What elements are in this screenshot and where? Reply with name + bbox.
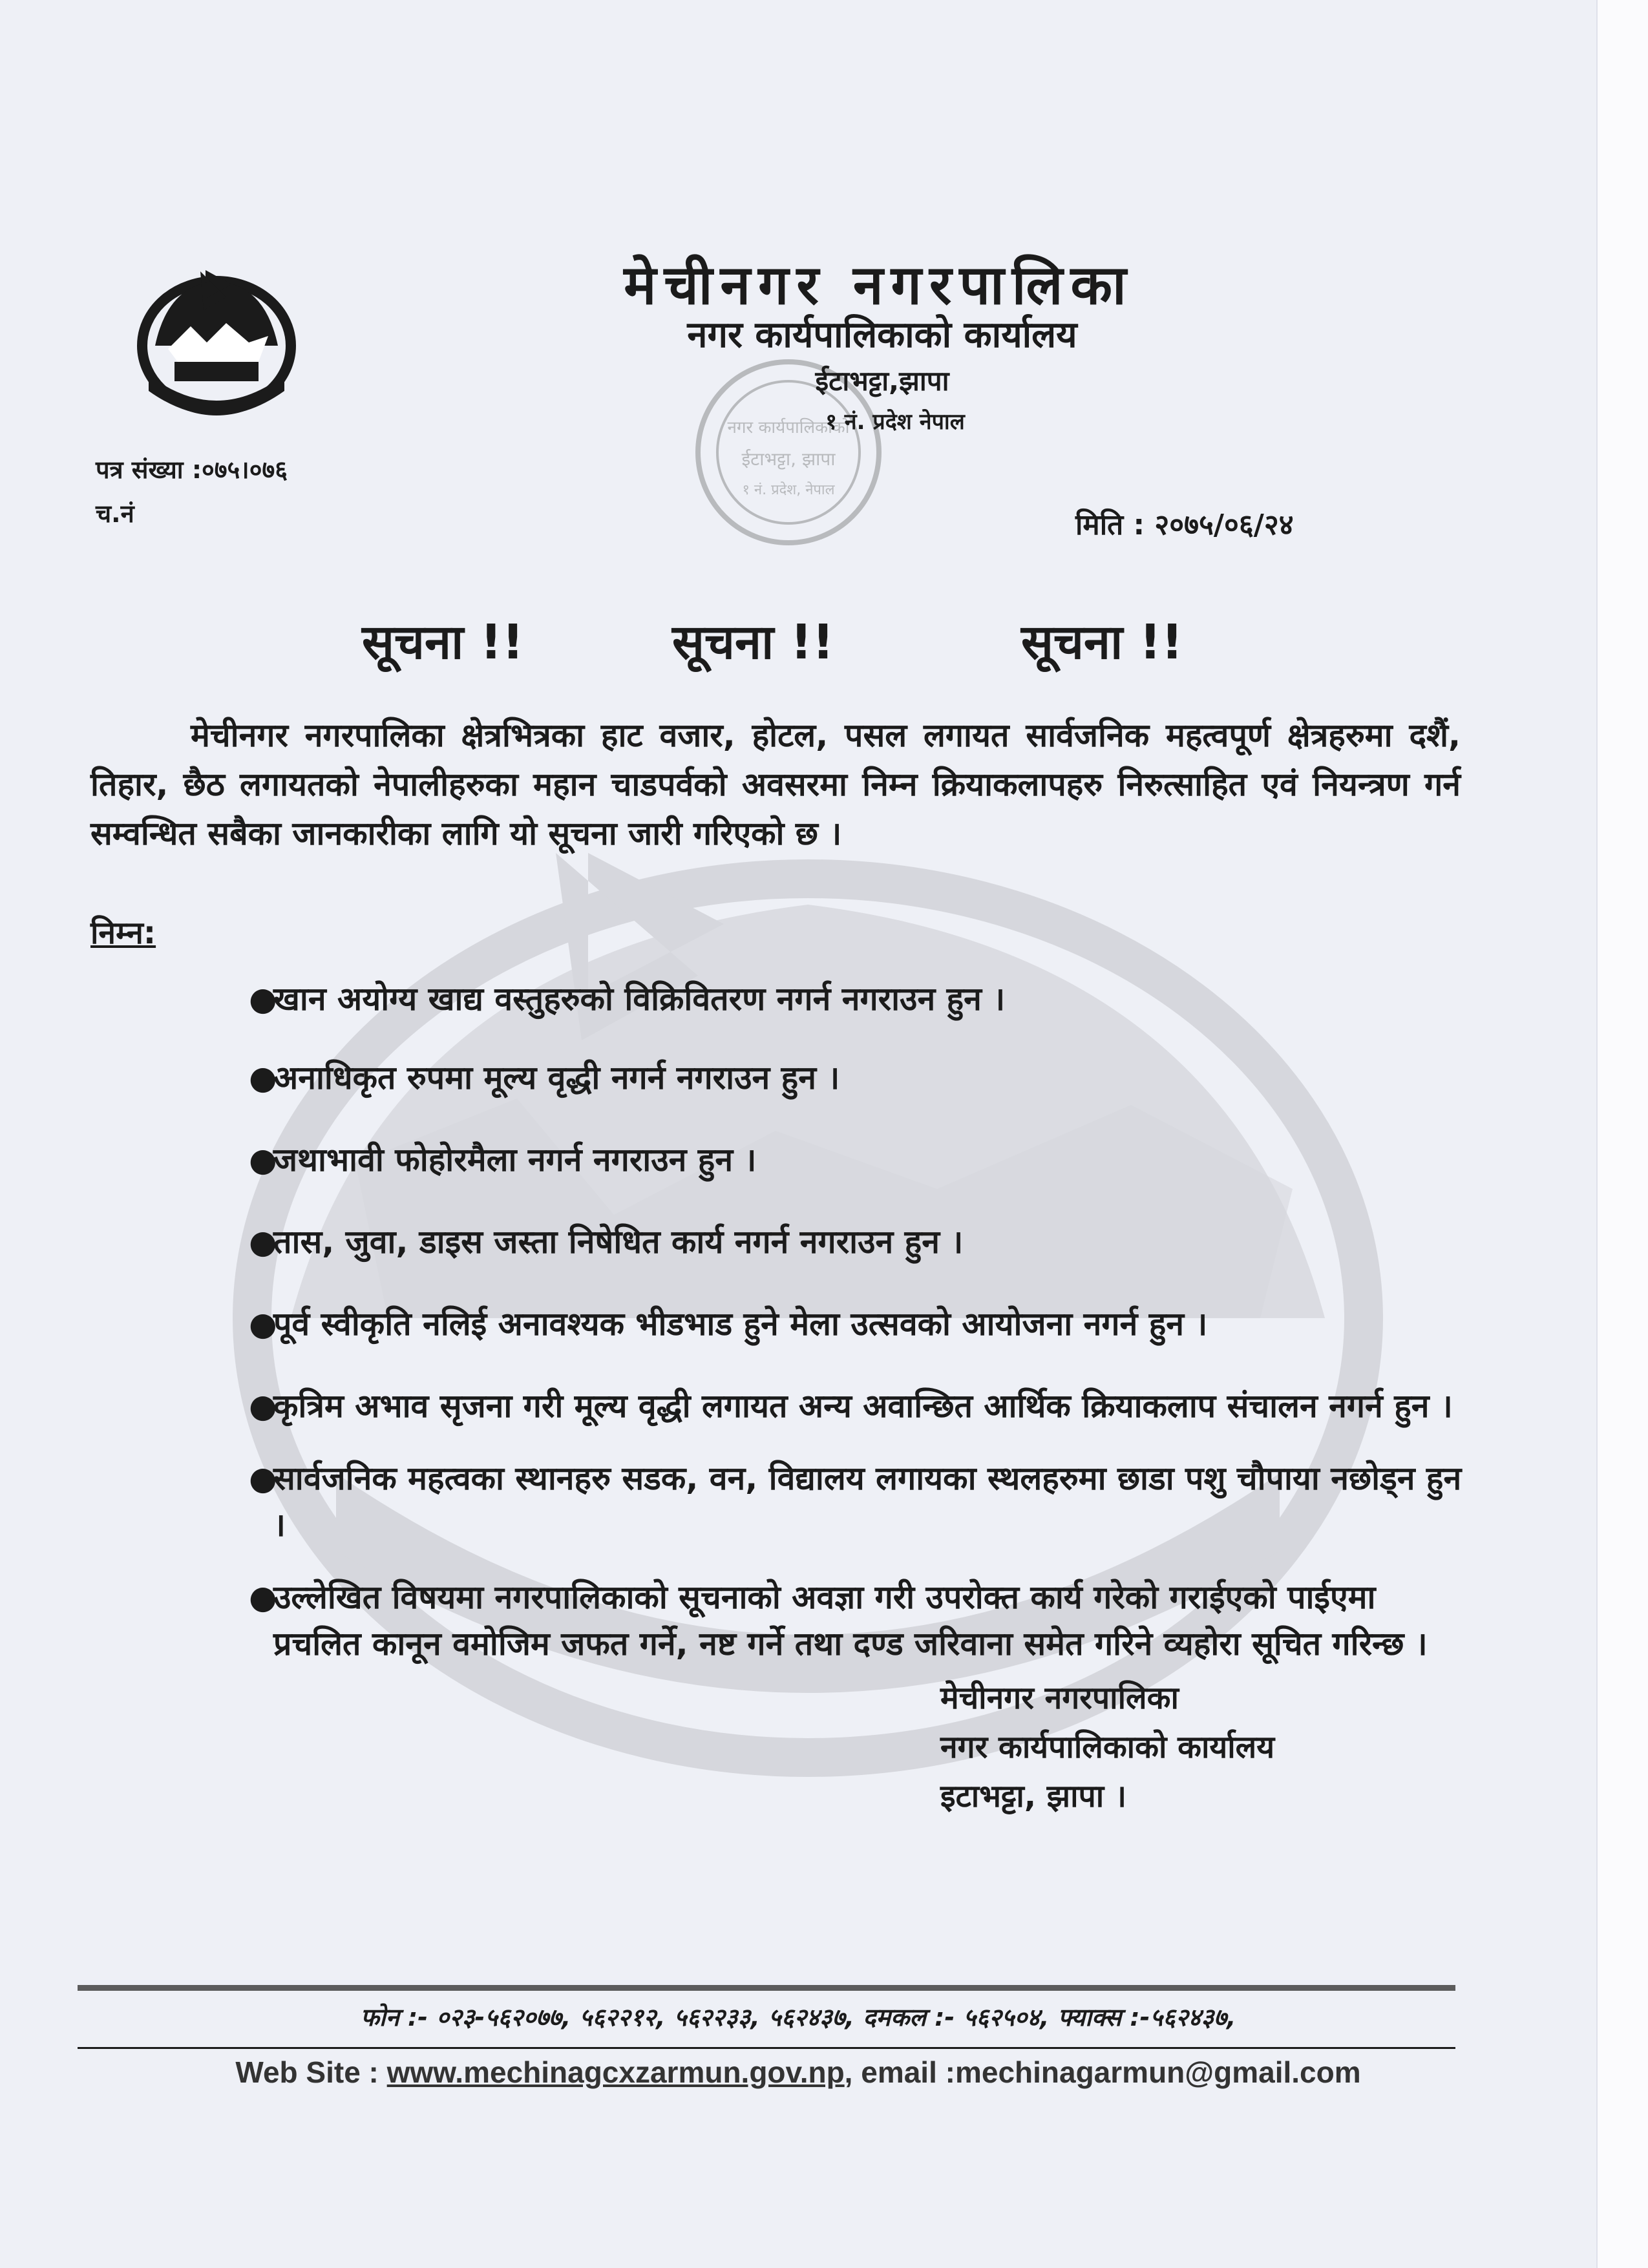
- list-item-text: पूर्व स्वीकृति नलिई अनावश्यक भीडभाड हुने मेला उत्सवको आयोजना नगर्न हुन ।: [273, 1305, 1208, 1343]
- svg-text:१ नं. प्रदेश, नेपाल: १ नं. प्रदेश, नेपाल: [742, 482, 835, 498]
- letter-date: मिति : २०७५/०६/२४: [1075, 509, 1294, 541]
- web-label: Web Site :: [235, 2055, 387, 2089]
- list-item-text: उल्लेखित विषयमा नगरपालिकाको सूचनाको अवज्ञा गरी उपरोक्त कार्य गरेको गराईएको पाईएमा प्रचलित कानून वमोजिम जफत गर्ने, नष्ट गर्ने तथा दण्ड जरिवाना समेत गरिने व्यहोरा सूचित गरिन्छ ।: [273, 1579, 1428, 1663]
- list-item-text: सार्वजनिक महत्वका स्थानहरु सडक, वन, विद्यालय लगायका स्थलहरुमा छाडा पशु चौपाया नछोड्न हुन ।: [273, 1460, 1462, 1544]
- list-item-text: अनाधिकृत रुपमा मूल्य वृद्धी नगर्न नगराउन हुन ।: [273, 1059, 840, 1097]
- bullet-icon: ●: [249, 1579, 277, 1616]
- list-item-text: खान अयोग्य खाद्य वस्तुहरुको विक्रिवितरण नगर्न नगराउन हुन ।: [273, 980, 1006, 1018]
- bullet-icon: ●: [249, 1059, 277, 1097]
- list-item: [249, 1137, 1464, 1183]
- instruction-list: [249, 976, 1464, 1667]
- org-name-title: मेचीनगर नगरपालिका: [624, 253, 1134, 317]
- bullet-icon: ●: [249, 980, 277, 1018]
- signature-line-1: मेचीनगर नगरपालिका: [940, 1680, 1179, 1716]
- website-link[interactable]: www.mechinagcxzarmun.gov.np: [386, 2055, 845, 2089]
- bullet-icon: ●: [249, 1460, 277, 1497]
- list-item-text: जथाभावी फोहोरमैला नगर्न नगराउन हुन ।: [273, 1141, 757, 1179]
- list-item: [249, 1455, 1464, 1548]
- email-text: , email :mechinagarmun@gmail.com: [844, 2055, 1361, 2089]
- list-item-text: तास, जुवा, डाइस जस्ता निषेधित कार्य नगर्न नगराउन हुन ।: [273, 1223, 964, 1261]
- office-location: ईटाभट्टा,झापा: [815, 365, 949, 397]
- footer-phone: फोन :- ०२३-५६२०७७, ५६२२१२, ५६२२३३, ५६२४३७, दमकल :- ५६२५०४, फ्याक्स :-५६२४३७,: [360, 2003, 1236, 2032]
- svg-text:नगर कार्यपालिकाको: नगर कार्यपालिकाको: [727, 418, 850, 437]
- list-item: [249, 976, 1464, 1022]
- footer-divider: [78, 1985, 1455, 1991]
- list-item-text: कृत्रिम अभाव सृजना गरी मूल्य वृद्धी लगायत अन्य अवान्छित आर्थिक क्रियाकलाप संचालन नगर्न हुन ।: [273, 1387, 1453, 1425]
- bullet-icon: ●: [249, 1141, 277, 1179]
- province-line: १ नं. प्रदेश नेपाल: [825, 409, 965, 435]
- signature-block: [940, 1674, 1274, 1821]
- list-heading: निम्न:: [90, 915, 156, 951]
- notice-intro-paragraph: मेचीनगर नगरपालिका क्षेत्रभित्रका हाट वजार, होटल, पसल लगायत सार्वजनिक महत्वपूर्ण क्षेत्रहरुमा दशैं, तिहार, छैठ लगायतको नेपालीहरुका महान चाडपर्वको अवसरमा निम्न क्रियाकलापहरु निरुत्साहित एवं नियन्त्रण गर्न सम्वन्धित सबैका जानकारीका लागि यो सूचना जारी गरिएको छ ।: [90, 717, 1461, 852]
- list-item: [249, 1301, 1464, 1347]
- dispatch-number: च.नं: [96, 499, 134, 528]
- bullet-icon: ●: [249, 1223, 277, 1261]
- footer-divider-thin: [78, 2047, 1455, 2049]
- svg-text:ईटाभट्टा, झापा: ईटाभट्टा, झापा: [741, 448, 836, 470]
- list-item: [249, 1219, 1464, 1265]
- bullet-icon: ●: [249, 1387, 277, 1425]
- notice-heading-1: सूचना !!: [362, 614, 524, 670]
- signature-line-3: इटाभट्टा, झापा ।: [940, 1778, 1127, 1814]
- footer-web: [0, 2055, 1596, 2090]
- bullet-icon: ●: [249, 1305, 277, 1343]
- paper-edge: [1596, 0, 1648, 2268]
- notice-heading-3: सूचना !!: [1021, 614, 1183, 670]
- letter-number: पत्र संख्या :०७५।०७६: [96, 456, 288, 484]
- notice-heading-2: सूचना !!: [672, 614, 834, 670]
- list-item: [249, 1055, 1464, 1101]
- list-item: [249, 1383, 1464, 1429]
- office-name: नगर कार्यपालिकाको कार्यालय: [687, 314, 1077, 356]
- list-item: [249, 1574, 1464, 1667]
- signature-line-2: नगर कार्यपालिकाको कार्यालय: [940, 1729, 1275, 1765]
